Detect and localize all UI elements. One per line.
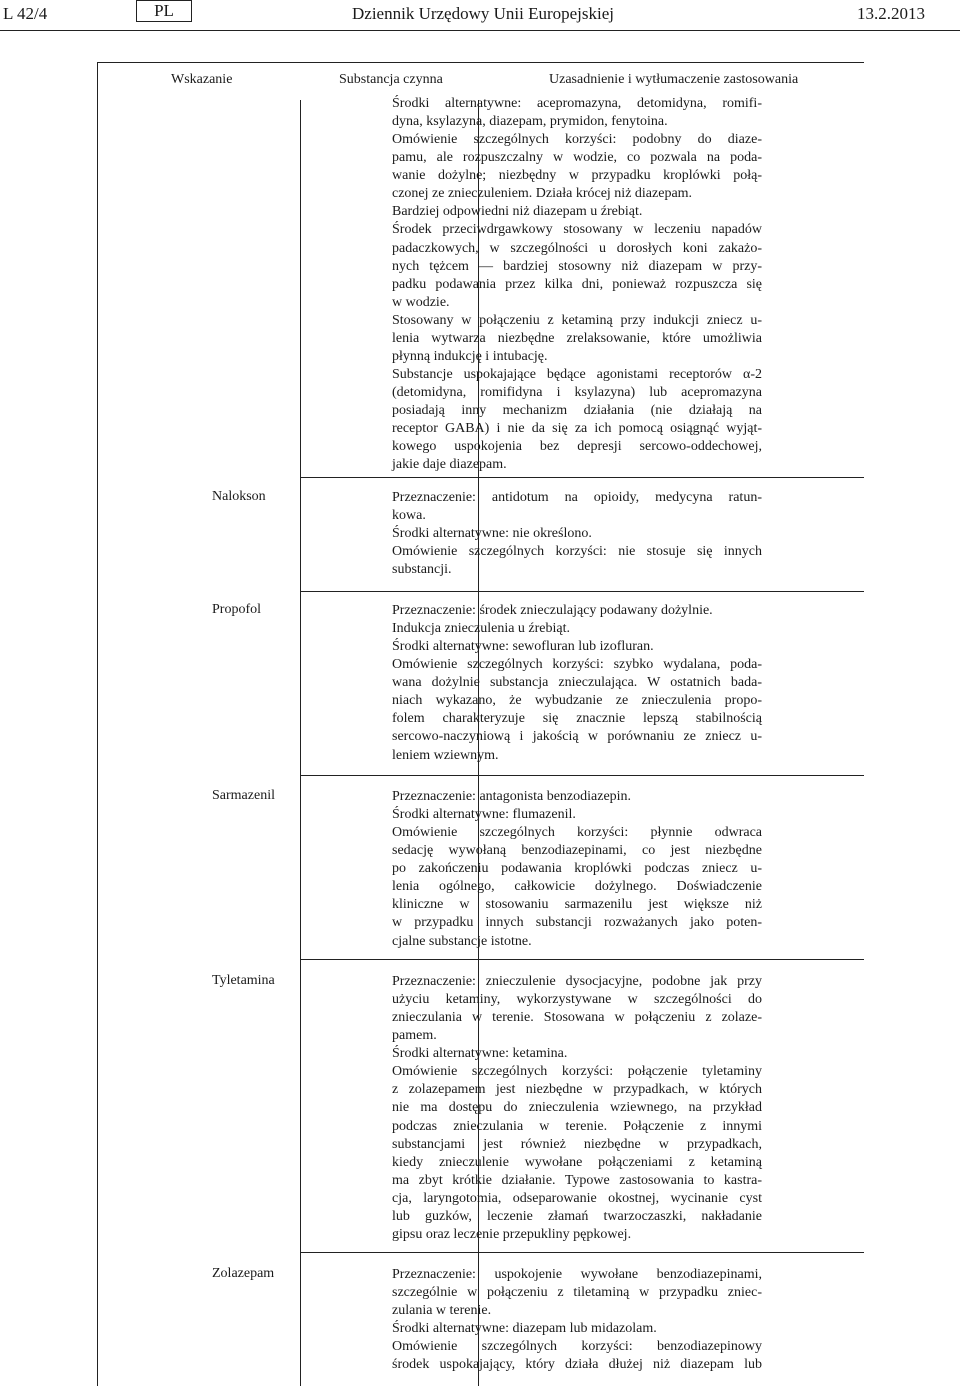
text-line: Przeznaczenie: uspokojenie wywołane benzodiazepinami, [392,1267,762,1282]
text-line: Stosowany w połączeniu z ketaminą przy indukcji zniecz u- [392,312,762,328]
text-line: kowa. [392,508,426,524]
text-line: Omówienie szczególnych korzyści: płynnie odwraca [392,825,762,841]
text-line: cja, laryngotomia, odseparowanie okostnej, wycinanie cyst [392,1190,762,1206]
text-line: niach wykazano, że wybudzanie ze znieczulenia propo- [392,693,762,709]
text-line: lenia wytwarza niezbędne zrelaksowanie, które umożliwia [392,330,762,346]
text-line: Środki alternatywne: sewofluran lub izofluran. [392,639,654,655]
substance-name: Tyletamina [212,973,275,988]
table-left-border [97,62,98,1386]
text-line: cjalne substancje istotne. [392,933,532,949]
language-badge: PL [136,0,192,22]
text-line: receptor GABA) i nie da się za ich pomocą osiągnąć wyjąt- [392,421,762,437]
substance-name: Propofol [212,602,261,617]
text-line: leniem wziewnym. [392,747,499,763]
column-header-indication: Wskazanie [171,72,233,87]
text-line: nych tężcem — bardziej stosowny niż diazepam w przy- [392,258,762,274]
text-line: Omówienie szczególnych korzyści: benzodiazepinowy [392,1339,762,1355]
justification-cell [392,489,762,579]
text-line: folem charakteryzuje się znacznie lepszą stabilnością [392,711,762,727]
substance-name: Zolazepam [212,1266,275,1281]
text-line: kowego uspokojenia bez depresji sercowo-oddechowej, [392,439,762,455]
row-divider [300,775,864,776]
text-line: pamem. [392,1028,437,1044]
text-line: pamu, ale rozpuszczalny w wodzie, co pozwala na poda- [392,150,762,166]
text-line: sercowo-naczyniową i jakością w porównaniu ze zniecz u- [392,729,762,745]
text-line: w wodzie. [392,294,450,310]
column-header-substance: Substancja czynna [339,72,443,87]
text-line: wanie dożylne; niezbędny w przypadku kroplówki połą- [392,168,762,184]
text-line: Środki alternatywne: diazepam lub midazolam. [392,1321,657,1337]
text-line: sedację wywołaną benzodiazepinami, co jest niezbędne [392,843,762,859]
row-divider [300,591,864,592]
text-line: padaczkowych, w szczególności u dorosłych koni zakażo- [392,240,762,256]
text-line: lub guzków, leczenie złamań twarzoczaszki, nakładanie [392,1208,762,1224]
text-line: Środki alternatywne: acepromazyna, detomidyna, romifi- [392,96,762,111]
text-line: płynną indukcję i intubację. [392,348,548,364]
text-line: podczas znieczulania w terenie. Połączenie z innymi [392,1118,762,1134]
text-line: dyna, ksylazyna, diazepam, prymidon, fenytoina. [392,114,668,130]
row-divider [300,959,864,960]
header-rule [0,30,960,31]
text-line: użyciu ketaminy, wykorzystywane w szczególności do [392,992,762,1008]
text-line: środek uspokajający, który działa dłużej niż diazepam lub [392,1357,762,1373]
row-divider [300,477,864,478]
text-line: Przeznaczenie: znieczulenie dysocjacyjne, podobne jak przy [392,974,762,989]
text-line: Bardziej odpowiedni niż diazepam u źrebiąt. [392,204,643,220]
substance-name: Nalokson [212,489,266,504]
text-line: po zakończeniu podawania kroplówki podczas zniecz u- [392,861,762,877]
text-line: Środki alternatywne: nie określono. [392,526,592,542]
text-line: szczególnie w połączeniu z tiletaminą w przypadku zniec- [392,1285,762,1301]
text-line: Przeznaczenie: środek znieczulający podawany dożylnie. [392,603,713,618]
page-number: L 42/4 [3,4,48,23]
text-line: nie ma dostępu do znieczulenia wziewnego, na przykład [392,1100,762,1116]
text-line: (detomidyna, romifidyna i ksylazyna) lub acepromazyna [392,385,762,400]
text-line: Indukcja znieczulenia u źrebiąt. [392,621,571,637]
text-line: wana dożylnie substancja znieczulająca. W ostatnich bada- [392,675,762,691]
substance-name: Sarmazenil [212,788,275,803]
journal-title: Dziennik Urzędowy Unii Europejskiej [352,4,615,23]
text-line: ma zbyt krótkie działanie. Typowe zastosowania to kastra- [392,1172,762,1188]
text-line: lenia ogólnego, całkowicie dożylnego. Doświadczenie [392,879,762,895]
text-line: Omówienie szczególnych korzyści: połączenie tyletaminy [392,1064,762,1080]
text-line: substancji. [392,562,452,578]
column-divider [300,100,301,1386]
text-line: Środek przeciwdrgawkowy stosowany w leczeniu napadów [392,222,762,238]
text-line: padku podawania przez kilka dni, ponieważ rozpuszcza się [392,276,762,292]
text-line: z zolazepamem jest niezbędne w przypadkach, w których [392,1082,762,1098]
column-header-justification: Uzasadnienie i wytłumaczenie zastosowania [549,72,799,87]
text-line: Substancje uspokajające będące agonistami receptorów α-2 [392,366,762,382]
text-line: substancjami jest również niezbędne w przypadkach, [392,1136,762,1152]
justification-cell [392,95,762,474]
text-line: Środki alternatywne: flumazenil. [392,807,576,823]
text-line: gipsu oraz leczenie przepukliny pępkowej. [392,1226,632,1242]
row-divider [300,1252,864,1253]
text-line: Przeznaczenie: antidotum na opioidy, medycyna ratun- [392,490,762,505]
text-line: Omówienie szczególnych korzyści: szybko wydalana, poda- [392,657,762,673]
text-line: kliniczne w stosowaniu sarmazenilu jest większe niż [392,897,762,913]
text-line: czonej ze znieczuleniem. Działa krócej niż diazepam. [392,186,693,202]
table-top-border [97,62,864,63]
justification-cell [392,602,762,765]
justification-cell [392,1266,762,1374]
justification-cell [392,788,762,951]
text-line: Omówienie szczególnych korzyści: nie stosuje się innych [392,544,762,560]
text-line: kiedy znieczulenie wywołane połączeniami z ketaminą [392,1154,762,1170]
justification-cell [392,973,762,1244]
publication-date: 13.2.2013 [857,4,925,23]
text-line: Środki alternatywne: ketamina. [392,1046,568,1062]
text-line: jakie daje diazepam. [392,457,507,473]
text-line: Przeznaczenie: antagonista benzodiazepin. [392,789,632,804]
text-line: znieczulania w terenie. Stosowana w połączeniu z zolaze- [392,1010,762,1026]
text-line: Omówienie szczególnych korzyści: podobny do diaze- [392,132,762,148]
text-line: posiadają inny mechanizm działania (nie działają na [392,403,762,419]
page-header [0,0,960,30]
text-line: zulania w terenie. [392,1303,492,1319]
text-line: w przypadku innych substancji rozważanych jako poten- [392,915,762,931]
